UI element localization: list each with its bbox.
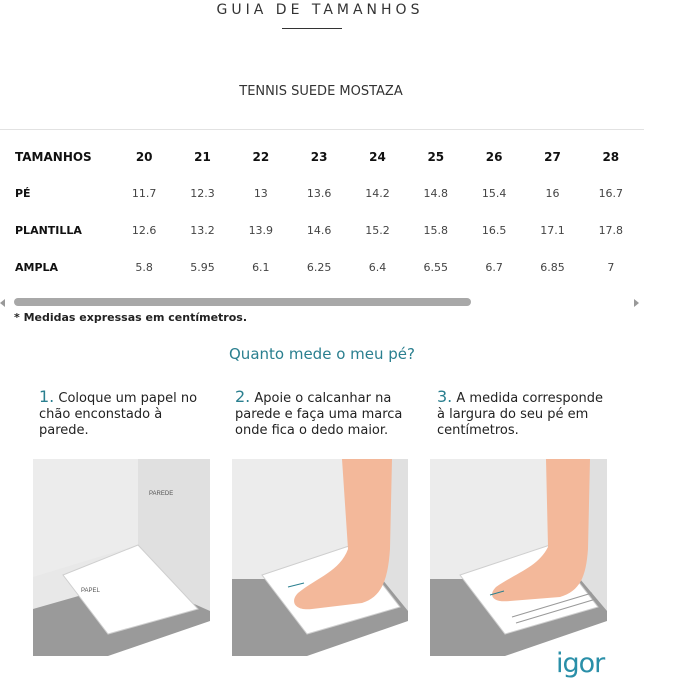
size-value-cell: 6.7 — [485, 261, 503, 274]
wall-label: PAREDE — [149, 491, 174, 497]
size-table-container — [0, 138, 640, 286]
brand-logo: igor — [556, 648, 605, 679]
size-value-cell: 13.9 — [248, 224, 274, 237]
size-header-cell: 27 — [544, 149, 561, 164]
size-value-cell: 5.8 — [135, 261, 153, 274]
size-value-cell: 15.8 — [423, 224, 449, 237]
measurement-illustration — [430, 459, 607, 656]
table-row — [0, 212, 640, 249]
step-text: A medida corresponde à largura do seu pé em centímetros. — [437, 391, 604, 438]
how-to-measure-title: Quanto mede o meu pé? — [229, 345, 415, 363]
size-header-cell: 26 — [485, 149, 503, 164]
size-value-cell: 12.3 — [190, 187, 215, 200]
step-number: 2. — [235, 387, 251, 406]
size-value-cell: 14.2 — [365, 187, 390, 200]
row-label: AMPLA — [15, 261, 59, 274]
table-row — [0, 175, 640, 212]
size-value-cell: 5.95 — [190, 261, 215, 274]
size-value-cell: 16.7 — [598, 187, 624, 200]
size-value-cell: 6.1 — [252, 261, 270, 274]
product-name: TENNIS SUEDE MOSTAZA — [239, 84, 403, 99]
scrollbar-right-arrow-icon[interactable] — [634, 299, 639, 307]
title-underline — [282, 28, 342, 29]
measurement-note: * Medidas expressas em centímetros. — [14, 311, 247, 324]
foot-on-paper-illustration — [232, 459, 408, 656]
step-text: Apoie o calcanhar na parede e faça uma marca onde fica o dedo maior. — [235, 391, 403, 438]
size-header-cell: 24 — [369, 149, 386, 164]
table-header-row — [0, 138, 640, 175]
size-header-cell: 20 — [135, 149, 153, 164]
step-number: 3. — [437, 387, 453, 406]
size-value-cell: 6.25 — [306, 261, 332, 274]
paper-on-floor-illustration — [33, 459, 210, 656]
step-2 — [235, 389, 405, 439]
size-header-cell: 25 — [427, 149, 445, 164]
size-value-cell: 17.8 — [598, 224, 624, 237]
size-value-cell: 14.6 — [306, 224, 332, 237]
size-value-cell: 12.6 — [131, 224, 157, 237]
row-label: PLANTILLA — [15, 224, 82, 237]
size-value-cell: 16.5 — [481, 224, 507, 237]
size-value-cell: 15.4 — [481, 187, 507, 200]
size-value-cell: 13.6 — [306, 187, 332, 200]
size-value-cell: 6.55 — [423, 261, 449, 274]
size-value-cell: 7 — [607, 261, 615, 274]
size-value-cell: 15.2 — [365, 224, 390, 237]
table-top-divider — [0, 129, 644, 130]
size-value-cell: 6.85 — [540, 261, 565, 274]
horizontal-scrollbar-thumb[interactable] — [14, 298, 471, 306]
table-row — [0, 249, 640, 286]
size-header-cell: 28 — [602, 149, 620, 164]
size-value-cell: 17.1 — [540, 224, 565, 237]
size-header-cell: 22 — [252, 149, 270, 164]
step-text: Coloque um papel no chão enconstado à parede. — [39, 391, 198, 438]
step-1 — [39, 389, 209, 439]
step-3 — [437, 389, 607, 439]
size-value-cell: 11.7 — [131, 187, 157, 200]
size-value-cell: 6.4 — [368, 261, 387, 274]
size-value-cell: 14.8 — [423, 187, 449, 200]
paper-label: PAPEL — [81, 588, 100, 594]
size-guide-title: GUIA DE TAMANHOS — [216, 2, 424, 18]
size-value-cell: 13.2 — [190, 224, 215, 237]
step-number: 1. — [39, 387, 55, 406]
scrollbar-left-arrow-icon[interactable] — [0, 299, 5, 307]
size-header-cell: 21 — [194, 149, 211, 164]
row-label: PÉ — [15, 187, 31, 200]
size-value-cell: 13 — [253, 187, 268, 200]
size-header-cell: 23 — [310, 149, 328, 164]
size-value-cell: 16 — [545, 187, 560, 200]
row-label: TAMANHOS — [15, 149, 92, 164]
size-table — [0, 138, 640, 286]
